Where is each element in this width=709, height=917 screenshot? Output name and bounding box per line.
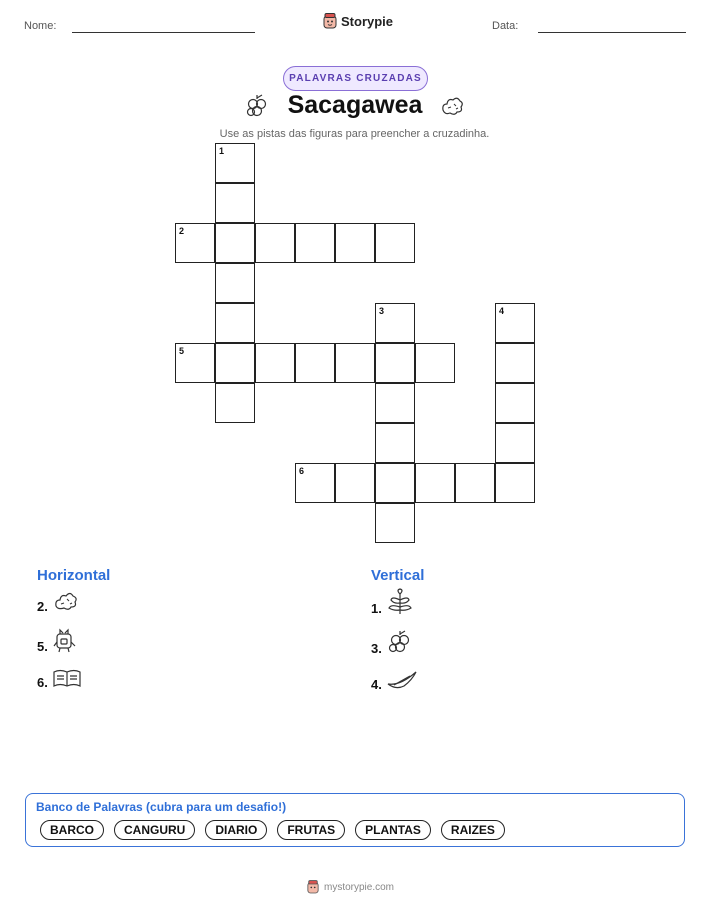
grid-cell[interactable] <box>495 343 535 383</box>
grid-cell[interactable] <box>375 503 415 543</box>
brand-name: Storypie <box>341 13 394 29</box>
page-title: Sacagawea <box>287 91 423 119</box>
open-book-icon <box>52 668 82 690</box>
clue-number: 4 <box>499 306 505 316</box>
name-label: Nome: <box>24 20 57 32</box>
grid-cell[interactable] <box>495 463 535 503</box>
grid-cell[interactable] <box>255 343 295 383</box>
word-chip: BARCO <box>40 820 104 840</box>
grid-cell[interactable] <box>215 183 255 223</box>
clue-number-label: 2. <box>37 599 48 614</box>
canoe-icon <box>386 668 418 692</box>
grid-cell[interactable] <box>455 463 495 503</box>
word-bank-list <box>40 820 505 840</box>
clue-number: 1 <box>219 146 225 156</box>
instructions: Use as pistas das figuras para preencher a cruzadinha. <box>219 128 490 140</box>
word-chip: PLANTAS <box>355 820 431 840</box>
clue-item <box>37 668 82 690</box>
across-heading: Horizontal <box>37 567 111 584</box>
grid-cell[interactable] <box>335 223 375 263</box>
word-bank <box>25 793 685 847</box>
grid-cell[interactable] <box>295 223 335 263</box>
word-chip: CANGURU <box>114 820 195 840</box>
grid-cell[interactable] <box>415 343 455 383</box>
clue-item <box>371 668 418 692</box>
grid-cell[interactable] <box>375 303 415 343</box>
footer-site[interactable]: mystorypie.com <box>324 881 395 893</box>
ginger-root-icon <box>52 588 80 614</box>
grid-cell[interactable] <box>375 343 415 383</box>
grid-cell[interactable] <box>215 343 255 383</box>
grid-cell[interactable] <box>375 383 415 423</box>
kangaroo-icon <box>52 628 78 654</box>
storypie-mascot-icon <box>307 880 319 894</box>
grid-cell[interactable] <box>495 423 535 463</box>
grid-cell[interactable] <box>295 343 335 383</box>
grid-cell[interactable] <box>295 463 335 503</box>
date-label: Data: <box>492 20 519 32</box>
grid-cell[interactable] <box>215 143 255 183</box>
grid-cell[interactable] <box>215 383 255 423</box>
clue-number-label: 5. <box>37 639 48 654</box>
clue-item <box>371 588 414 616</box>
grid-cell[interactable] <box>415 463 455 503</box>
grid-cell[interactable] <box>215 223 255 263</box>
clue-number-label: 4. <box>371 677 382 692</box>
ginger-root-icon <box>438 92 466 120</box>
grid-cell[interactable] <box>255 223 295 263</box>
puzzle-type-badge: PALAVRAS CRUZADAS <box>283 66 428 91</box>
berries-icon <box>386 628 414 656</box>
clue-number: 6 <box>299 466 305 476</box>
clue-number-label: 3. <box>371 641 382 656</box>
grid-cell[interactable] <box>495 303 535 343</box>
grid-cell[interactable] <box>495 383 535 423</box>
grid-cell[interactable] <box>175 223 215 263</box>
berries-icon <box>243 92 271 120</box>
clue-number: 3 <box>379 306 385 316</box>
grid-cell[interactable] <box>215 303 255 343</box>
word-bank-title: Banco de Palavras (cubra para um desafio!) <box>36 800 287 814</box>
date-field-line[interactable] <box>538 32 686 33</box>
down-heading: Vertical <box>371 567 425 584</box>
brand-logo <box>323 13 393 29</box>
word-chip: DIARIO <box>205 820 267 840</box>
word-chip: FRUTAS <box>277 820 345 840</box>
clue-number-label: 6. <box>37 675 48 690</box>
clue-number: 2 <box>179 226 185 236</box>
grid-cell[interactable] <box>175 343 215 383</box>
word-chip: RAIZES <box>441 820 505 840</box>
storypie-mascot-icon <box>323 13 337 29</box>
clue-number-label: 1. <box>371 601 382 616</box>
grid-cell[interactable] <box>375 223 415 263</box>
name-field-line[interactable] <box>72 32 255 33</box>
clue-number: 5 <box>179 346 185 356</box>
grid-cell[interactable] <box>375 423 415 463</box>
grid-cell[interactable] <box>335 463 375 503</box>
clue-item <box>37 628 78 654</box>
footer <box>307 880 394 894</box>
grid-cell[interactable] <box>215 263 255 303</box>
leafy-plant-icon <box>386 588 414 616</box>
grid-cell[interactable] <box>375 463 415 503</box>
clue-item <box>37 588 80 614</box>
clue-item <box>371 628 414 656</box>
grid-cell[interactable] <box>335 343 375 383</box>
